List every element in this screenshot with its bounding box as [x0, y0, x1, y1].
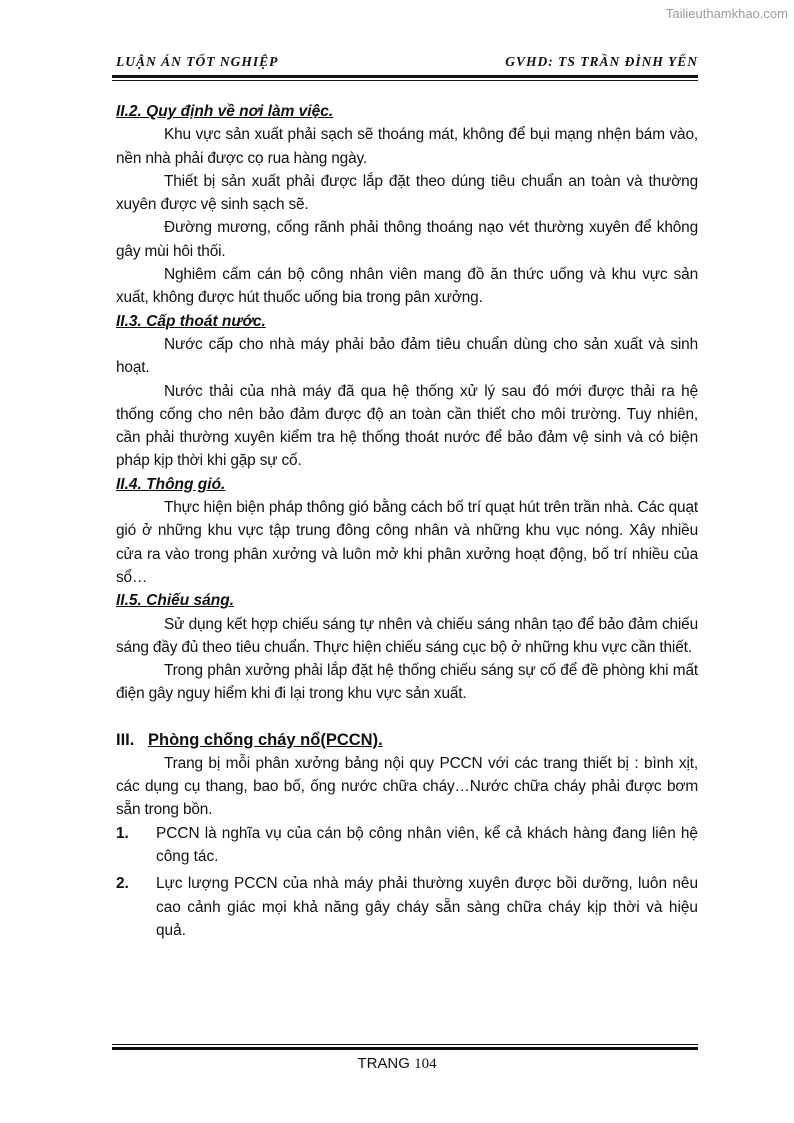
section-ii-4	[116, 473, 698, 589]
list-item	[116, 822, 698, 869]
list-text: PCCN là nghĩa vụ của cán bộ công nhân viên, kể cả khách hàng đang liên hệ công tác.	[156, 824, 698, 865]
page-number: 104	[414, 1056, 437, 1072]
watermark-text: Tailieuthamkhao.com	[665, 6, 788, 21]
section-ii-3	[116, 310, 698, 473]
section-title: II.5. Chiếu sáng.	[116, 592, 234, 610]
header-thesis-title: LUẬN ÁN TỐT NGHIỆP	[116, 54, 279, 69]
section-title: II.2. Quy định về nơi làm việc.	[116, 103, 334, 120]
paragraph: Trang bị mỗi phân xưởng bảng nội quy PCCN với các trang thiết bị : bình xịt, các dụng cụ thang, bao bố, ống nước chữa cháy…Nước chữa cháy phải được bơm sẵn trong bồn.	[116, 754, 698, 819]
page-footer	[0, 1055, 794, 1073]
paragraph: Trong phân xưởng phải lắp đặt hệ thống chiếu sáng sự cố để đề phòng khi mất điện gây nguy hiểm khi đi lại trong khu vực sản xuất.	[116, 662, 698, 703]
header-divider	[112, 75, 698, 81]
paragraph: Nước thải của nhà máy đã qua hệ thống xử lý sau đó mới được thải ra hệ thống cống cho nên bảo đảm được độ an toàn cần thiết cho môi trường. Tuy nhiên, cần phải thường xuyên kiểm tra hệ thống thoát nước để bảo đảm vệ sinh và có biện pháp kịp thời khi gặp sự cố.	[116, 382, 698, 470]
paragraph: Nghiêm cấm cán bộ công nhân viên mang đồ ăn thức uống và khu vực sản xuất, không được hút thuốc uống bia trong pân xưởng.	[116, 266, 698, 307]
list-number: 2.	[116, 875, 129, 893]
paragraph: Sử dụng kết hợp chiếu sáng tự nhên và chiếu sáng nhân tạo để bảo đảm chiếu sáng đầy đủ theo tiêu chuẩn. Thực hiện chiếu sáng cục bộ ở những khu vực cần thiết.	[116, 615, 698, 656]
page-body	[116, 100, 698, 946]
page-header	[116, 52, 698, 72]
list-number: 1.	[116, 824, 129, 842]
paragraph: Thiết bị sản xuất phải được lắp đặt theo dúng tiêu chuẩn an toàn và thường xuyên được vệ sinh sạch sẽ.	[116, 172, 698, 214]
header-advisor: GVHD: TS TRẦN ĐÌNH YẾN	[505, 54, 698, 69]
page-label: TRANG	[357, 1055, 410, 1072]
footer-divider	[112, 1044, 698, 1050]
part-number: III.	[116, 730, 135, 749]
section-ii-5	[116, 589, 698, 705]
part-iii-heading	[116, 728, 698, 752]
section-title: II.3. Cấp thoát nước.	[116, 312, 266, 330]
paragraph: Đường mương, cống rãnh phải thông thoáng nạo vét thường xuyên để không gây mùi hôi thối.	[116, 219, 698, 260]
list-item	[116, 872, 698, 942]
list-text: Lực lượng PCCN của nhà máy phải thường xuyên được bồi dưỡng, luôn nêu cao cảnh giác mọi khả năng gây cháy sẵn sàng chữa cháy kịp thời và hiệu quả.	[156, 875, 698, 939]
paragraph: Khu vực sản xuất phải sạch sẽ thoáng mát, không để bụi mạng nhện bám vào, nền nhà phải được cọ rua hàng ngày.	[116, 126, 698, 167]
paragraph: Thực hiện biện pháp thông gió bằng cách bố trí quạt hút trên trần nhà. Các quạt gió ở những khu vực tập trung đông công nhân và những khu vục nóng. Xây nhiều cửa ra vào trong phân xưởng và luôn mở khi phân xưởng hoạt động, bố trí nhiều của sổ…	[116, 499, 698, 586]
section-title: II.4. Thông gió.	[116, 475, 226, 493]
part-title: Phòng chống cháy nổ(PCCN).	[148, 730, 383, 749]
section-ii-2	[116, 100, 698, 310]
paragraph: Nước cấp cho nhà máy phải bảo đảm tiêu chuẩn dùng cho sản xuất và sinh hoạt.	[116, 335, 698, 377]
